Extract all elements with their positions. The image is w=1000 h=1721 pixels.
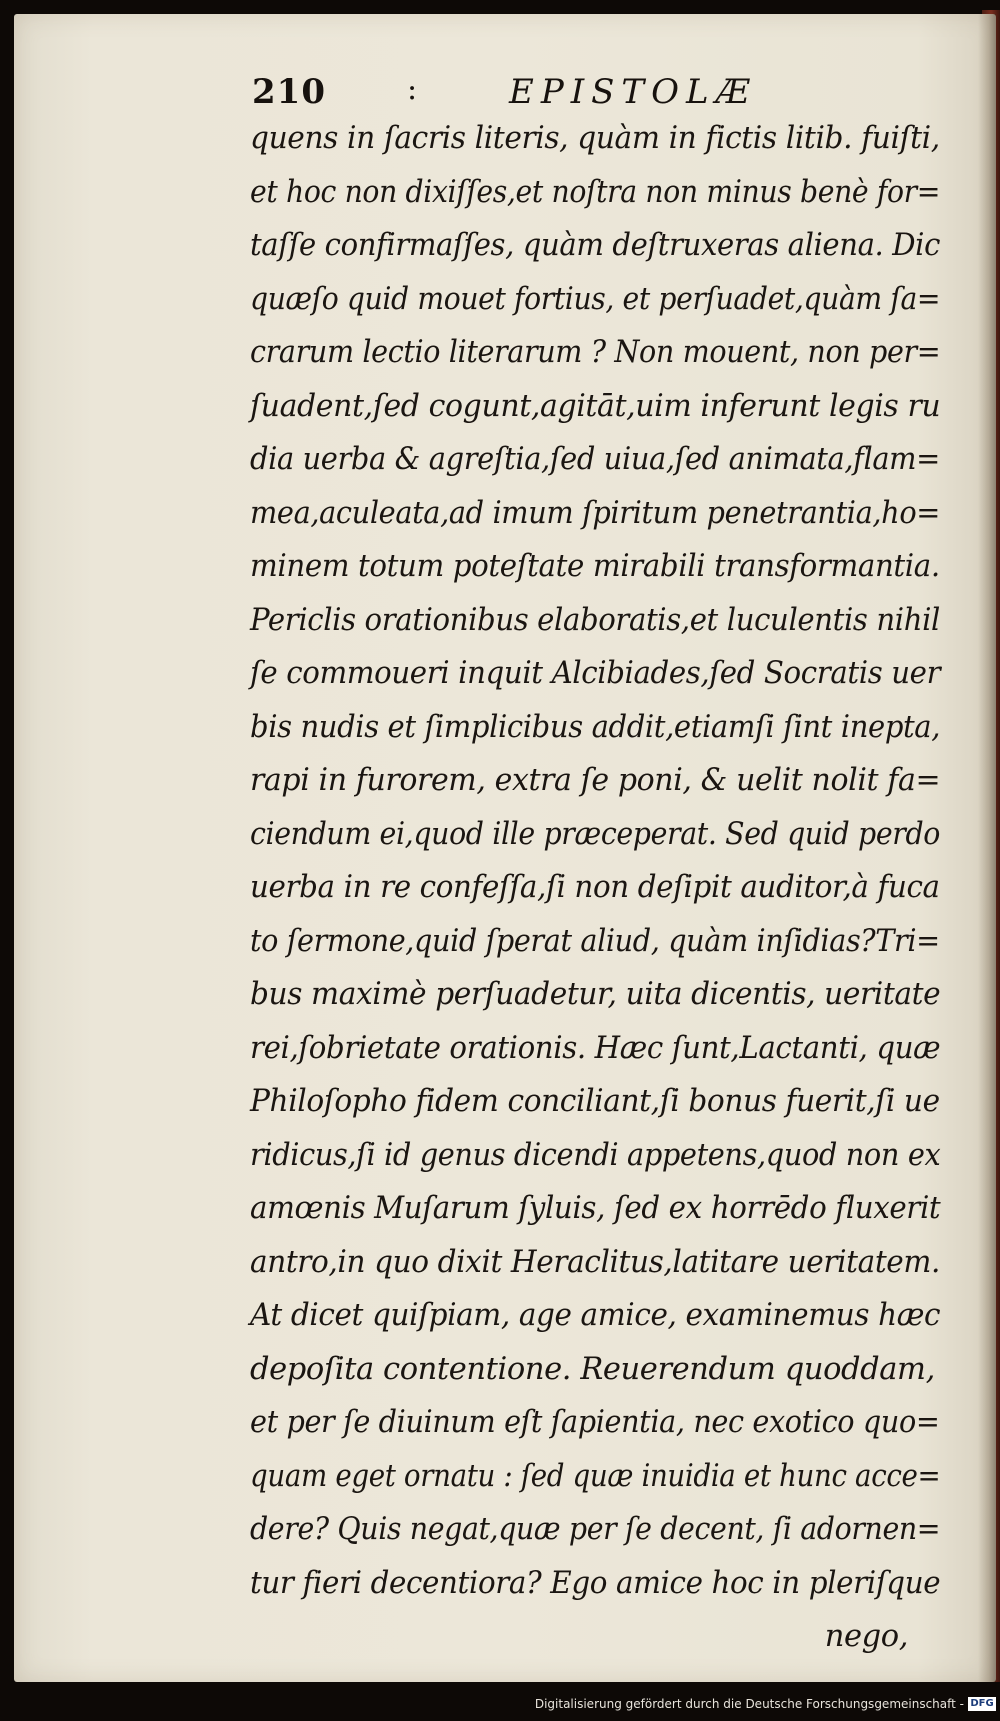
text-line: ſe commoueri inquit Alcibiades,ſed Socratis uer <box>250 656 941 691</box>
running-head-separator: : <box>407 72 418 107</box>
text-line: At dicet quiſpiam, age amice, examinemus hæc <box>250 1298 941 1333</box>
text-line: taſſe confirmaſſes, quàm deſtruxeras aliena. Dic <box>250 228 940 263</box>
text-line: uerba in re confeſſa,ſi non deſipit auditor,à fuca <box>250 870 940 905</box>
text-line: ridicus,ſi id genus dicendi appetens,quod non ex <box>250 1137 941 1173</box>
text-line: bis nudis et ſimplicibus addit,etiamſi ſint inepta, <box>250 709 941 745</box>
text-line: amœnis Muſarum ſyluis, ſed ex horrēdo fluxerit <box>250 1191 941 1226</box>
text-line: et per ſe diuinum eſt ſapientia, nec exotico quo= <box>250 1405 940 1440</box>
text-line: rei,ſobrietate orationis. Hæc ſunt,Lactanti, quæ <box>250 1030 941 1066</box>
text-line: tur fieri decentiora? Ego amice hoc in pleriſque <box>250 1565 941 1601</box>
catchword-line: nego, <box>824 1619 908 1654</box>
text-line: quam eget ornatu : ſed quæ inuidia et hunc acce= <box>250 1458 941 1494</box>
text-line: et hoc non dixiſſes,et noſtra non minus benè for= <box>250 174 941 210</box>
text-line: quens in ſacris literis, quàm in fictis litib. fuiſti, <box>250 121 940 156</box>
text-line: dia uerba & agreſtia,ſed uiua,ſed animata,flam= <box>250 442 940 477</box>
page-gutter-shadow <box>978 14 996 1682</box>
funding-credit: Digitalisierung gefördert durch die Deutsche Forschungsgemeinschaft - <box>534 1697 964 1711</box>
running-head-title: EPISTOLÆ <box>509 72 757 112</box>
dfg-logo-icon: DFG <box>968 1697 996 1711</box>
digitization-footer <box>0 1690 1000 1721</box>
text-line: ſuadent,ſed cogunt,agitāt,uim inferunt legis ru <box>250 388 941 424</box>
text-line: rapi in furorem, extra ſe poni, & uelit nolit fa= <box>250 763 941 798</box>
text-line: mea,aculeata,ad imum ſpiritum penetrantia,ho= <box>250 495 941 531</box>
text-line: Periclis orationibus elaboratis,et luculentis nihil <box>250 602 940 638</box>
text-line: dere? Quis negat,quæ per ſe decent, ſi adornen= <box>250 1512 941 1547</box>
text-line: crarum lectio literarum ? Non mouent, non per= <box>250 335 941 370</box>
text-line: depoſita contentione. Reuerendum quoddam, <box>250 1351 935 1387</box>
text-line: quæſo quid mouet fortius, et perſuadet,quàm ſa= <box>250 281 941 317</box>
body-text <box>250 112 940 1664</box>
page-number: 210 <box>252 72 326 112</box>
text-line: bus maximè perſuadetur, uita dicentis, ueritate <box>250 977 941 1012</box>
text-line: minem totum poteſtate mirabili transformantia. <box>250 549 940 584</box>
text-line: antro,in quo dixit Heraclitus,latitare ueritatem. <box>250 1244 940 1280</box>
text-line: to ſermone,quid ſperat aliud, quàm inſidias?Tri= <box>250 923 940 959</box>
text-line: ciendum ei,quod ille præceperat. Sed quid perdo <box>250 816 941 852</box>
text-line: Philoſopho fidem conciliant,ſi bonus fuerit,ſi ue <box>250 1084 940 1119</box>
